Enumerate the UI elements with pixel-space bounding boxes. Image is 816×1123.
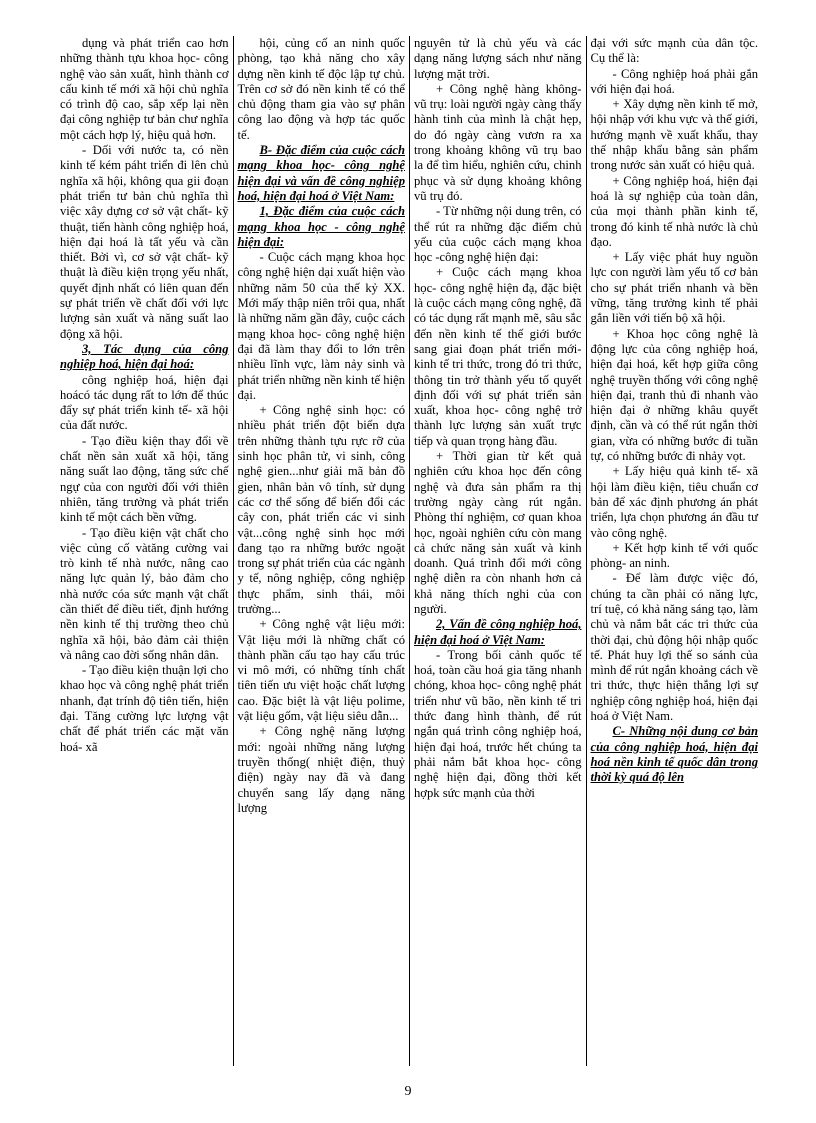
paragraph: + Lấy hiệu quả kinh tế- xã hội làm điều kiện, tiêu chuẩn cơ bản để xác định phương án phát triển, lựa chọn phương án đầu tư vào công nghệ. [590,464,758,540]
paragraph: dụng và phát triển cao hơn những thành tựu khoa học- công nghệ vào sản xuất, hình thành cơ cấu kinh tế mới xã hội chủ nghĩa có trình độ cao, sắp xếp lại nền đại công nghiệp tư bản chư nghĩa một cách hợp lý, hiệu quả hơn. [60,36,229,142]
section-heading: 2, Vấn đề công nghiệp hoá, hiện đại hoá ở Việt Nam: [414,617,582,647]
paragraph: nguyên tử là chủ yếu và các dạng năng lượng sách như năng lượng mặt trời. [414,36,582,81]
column-3 [409,36,586,1066]
page-number: 9 [404,1084,412,1099]
section-heading: C- Những nội dung cơ bản của công nghiệp hoá, hiện đại hoá nền kinh tế quốc dân trong thời kỳ quá độ lên [590,724,758,785]
column-4 [586,36,763,1066]
paragraph: - Tạo điều kiện vật chất cho việc củng cố vàtăng cường vai trò kinh tế nhà nước, nâng cao năng lực quản lý, bảo đảm cho nhà nước cóa sức mạnh vật chất cần thiết để điều tiết, định hướng nền kinh tế thị trường theo chủ nghĩa xã hội, bảo đảm cải thiện và nâng cao đời sống nhân dân. [60,525,229,662]
paragraph: + Khoa học công nghệ là động lực của công nghiệp hoá, hiện đại hoá, kết hợp giữa công nghệ truyền thống với công nghệ hiện đại, tranh thủ đi nhanh vào hiện đại ở những khâu quyết định, cần và có thể rút ngắn thời gian, vừa có những bước đi tuần tự, có những bước đi nhảy vọt. [590,326,758,464]
paragraph: + Cuộc cách mạng khoa học- công nghệ hiện đạ, đặc biệt là cuộc cách mạng công nghệ, đã có tác dụng rất mạnh mẽ, sâu sắc đến nền kinh tế thế giới bước sang giai đoạn phát triển mới- kinh tế tri thức, trong đó tri thức, thông tin trở thành yếu tố quyết định đối với sự phát triển sản xuất, khoa học- công nghệ trở thành lực lượng sản xuất trực tiếp và quan trọng hàng đầu. [414,265,582,448]
paragraph: + Xây dựng nền kinh tế mở, hội nhập với khu vực và thế giới, hướng mạnh về xuất khẩu, thay thế nhập khẩu bằng sản phẩm trong nước sản xuất có hiệu quả. [590,97,758,173]
paragraph: - Tạo điều kiện thay đổi về chất nền sản xuất xã hội, tăng năng suất lao động, tăng sức chế ngự của con người đối với thiên nhiên, tăng trưởng và phát triển kinh tế một cách bền vững. [60,433,229,525]
paragraph: + Công nghệ vật liệu mới: Vật liệu mới là những chất có thành phần cấu tạo hay cấu trúc vi mô mới, có những tính chất tiên tiến ưu việt hoặc chất lượng cao. Đặc biệt là vật liệu polime, vật liệu gốm, vật liệu siêu dẫn... [237,617,405,724]
paragraph: - Trong bối cảnh quốc tế hoá, toàn cầu hoá gia tăng nhanh chóng, khoa học- công nghệ phát triển như vũ bão, nền kinh tế tri thức đang hình thành, để rút ngắn quá trình công nghiệp hoá, hiện đại hoá, trước hết chúng ta phải nắm bắt khoa học- công nghệ hiện đại, đồng thời kết hợpk sức mạnh của thời [414,647,582,800]
column-2 [233,36,410,1066]
paragraph: - Tạo điều kiện thuận lợi cho khao học và công nghệ phát triển nhanh, đạt trính độ tiên tiến, hiện đại. Tăng cường lực lượng vật chất để phát triển các mặt văn hoá- xã [60,663,229,754]
paragraph: + Lấy việc phát huy nguồn lực con người làm yếu tố cơ bản cho sự phát triển nhanh và bền vững, tăng trưởng kinh tế phải gắn liền với tiến bộ xã hội. [590,250,758,326]
paragraph: + Kết hợp kinh tế với quốc phòng- an ninh. [590,540,758,571]
paragraph: công nghiệp hoá, hiện đại hoácó tác dụng rất to lớn để thúc đẩy sự phát triển kinh tế- xã hội của đất nước. [60,372,229,433]
paragraph: + Công nghiệp hoá, hiện đại hoá là sự nghiệp của toàn dân, của mọi thành phần kinh tế, trong đó kinh tế nhà nước là chủ đạo. [590,173,758,249]
paragraph: + Công nghệ hàng không- vũ trụ: loài người ngày càng thấy hành tinh của mình là chật hẹp, do đó ngày càng vươn ra xa trong khoảng không vũ trụ bao la để tìm hiểu, nghiên cứu, chinh phục và sử dụng khoảng không vũ trụ đó. [414,81,582,203]
paragraph: đại với sức mạnh của dân tộc. Cụ thể là: [590,36,758,66]
paragraph: - Để làm được việc đó, chúng ta cần phải có năng lực, trí tuệ, có khả năng sáng tạo, làm chủ và nắm bắt các tri thức của thời đại, chủ động hội nhập quốc tế. Phát huy lợi thế so sánh của mình để rút ngắn khoảng cách về tri thức, thực hiện thắng lợi sự nghiệp công nghiệp hoá, hiện đại hoá ở Việt Nam. [590,571,758,724]
section-heading: 1, Đặc điểm của cuộc cách mạng khoa học - công nghệ hiện đại: [237,204,405,249]
paragraph: - Dối với nước ta, có nền kinh tế kém páht triển đi lên chủ nghĩa xã hội, không qua gii đoạn phát triển tư bản chủ nghĩa thì việc xây dựng cơ sở vật chất- kỹ thuật, tiến hành công nghiệp hoá, hiện đại hoá là tất yếu và cần thiết. Bởi vì, cơ sở vật chất- kỹ thuật là điều kiện trọng yếu nhất, quyết định nhất có liên quan đến sự phát triển về chất đối với lực lượng sản xuất và năng suất lao động xã hội. [60,143,229,341]
section-heading: B- Đặc điểm của cuộc cách mạng khoa học- công nghệ hiện đại và vấn đề công nghiệp hoá, hiện đại hoá ở Việt Nam: [237,143,405,203]
paragraph: hội, củng cố an ninh quốc phòng, tạo khả năng cho xây dựng nền kinh tế độc lập tự chủ. Trên cơ sở đó nền kinh tế có thể chủ động tham gia vào sự phân công lao động và hợp tác quốc tế. [237,36,405,142]
text-columns [56,36,762,1066]
paragraph: + Công nghệ năng lượng mới: ngoài những năng lượng truyền thống( nhiệt điện, thuỷ điện) ngày nay đã và đang chuyển sang lấy dạng năng lượng [237,724,405,815]
paragraph: - Cuộc cách mạng khoa học công nghệ hiện dại xuất hiện vào những năm 50 của thế kỷ XX. Mới mấy thập niên trôi qua, nhất là những năm gần đây, cuộc cách mạng khoa học- công nghệ hiện đại đã làm thay đổi to lớn trên nhiều lĩnh vực, làm nảy sinh và phát triển những nền kinh tế hiện đại. [237,250,405,402]
paragraph: - Từ những nội dung trên, có thể rút ra những đặc điểm chủ yếu của cuộc cách mạng khoa học -công nghệ hiện đại: [414,204,582,265]
section-heading: 3, Tác dụng của công nghiệp hoá, hiện đại hoá: [60,341,229,372]
paragraph: + Thời gian từ kết quả nghiên cứu khoa học đến công nghệ và đưa sản phẩm ra thị trường ngày càng rút ngắn. Phòng thí nghiệm, cơ quan khoa học, ngoài nghiên cứu còn mang cả chức năng sản xuất và kinh doanh. Quá trình đổi mới công nghệ diễn ra còn nhanh hơn cả khả năng thích nghi của con người. [414,449,582,616]
column-1 [56,36,233,1066]
paragraph: - Công nghiệp hoá phải gắn với hiện đại hoá. [590,66,758,96]
paragraph: + Công nghệ sinh học: có nhiều phát triển đột biến dựa trên những thành tựu rực rỡ của sinh học phân tử, vi sinh, công nghệ gien...như giải mã bản đồ gien, nhân bản vô tính, sử dụng các cơ thể sống để biến đổi các cây con, phát triển các vi sinh vật...công nghệ sinh học mới đang tạo ra những bước ngoặt trong sự phát triển của các ngành y tế, nông nghiệp, công nghiệp thực phẩm, sinh thái, môi trường... [237,403,405,616]
